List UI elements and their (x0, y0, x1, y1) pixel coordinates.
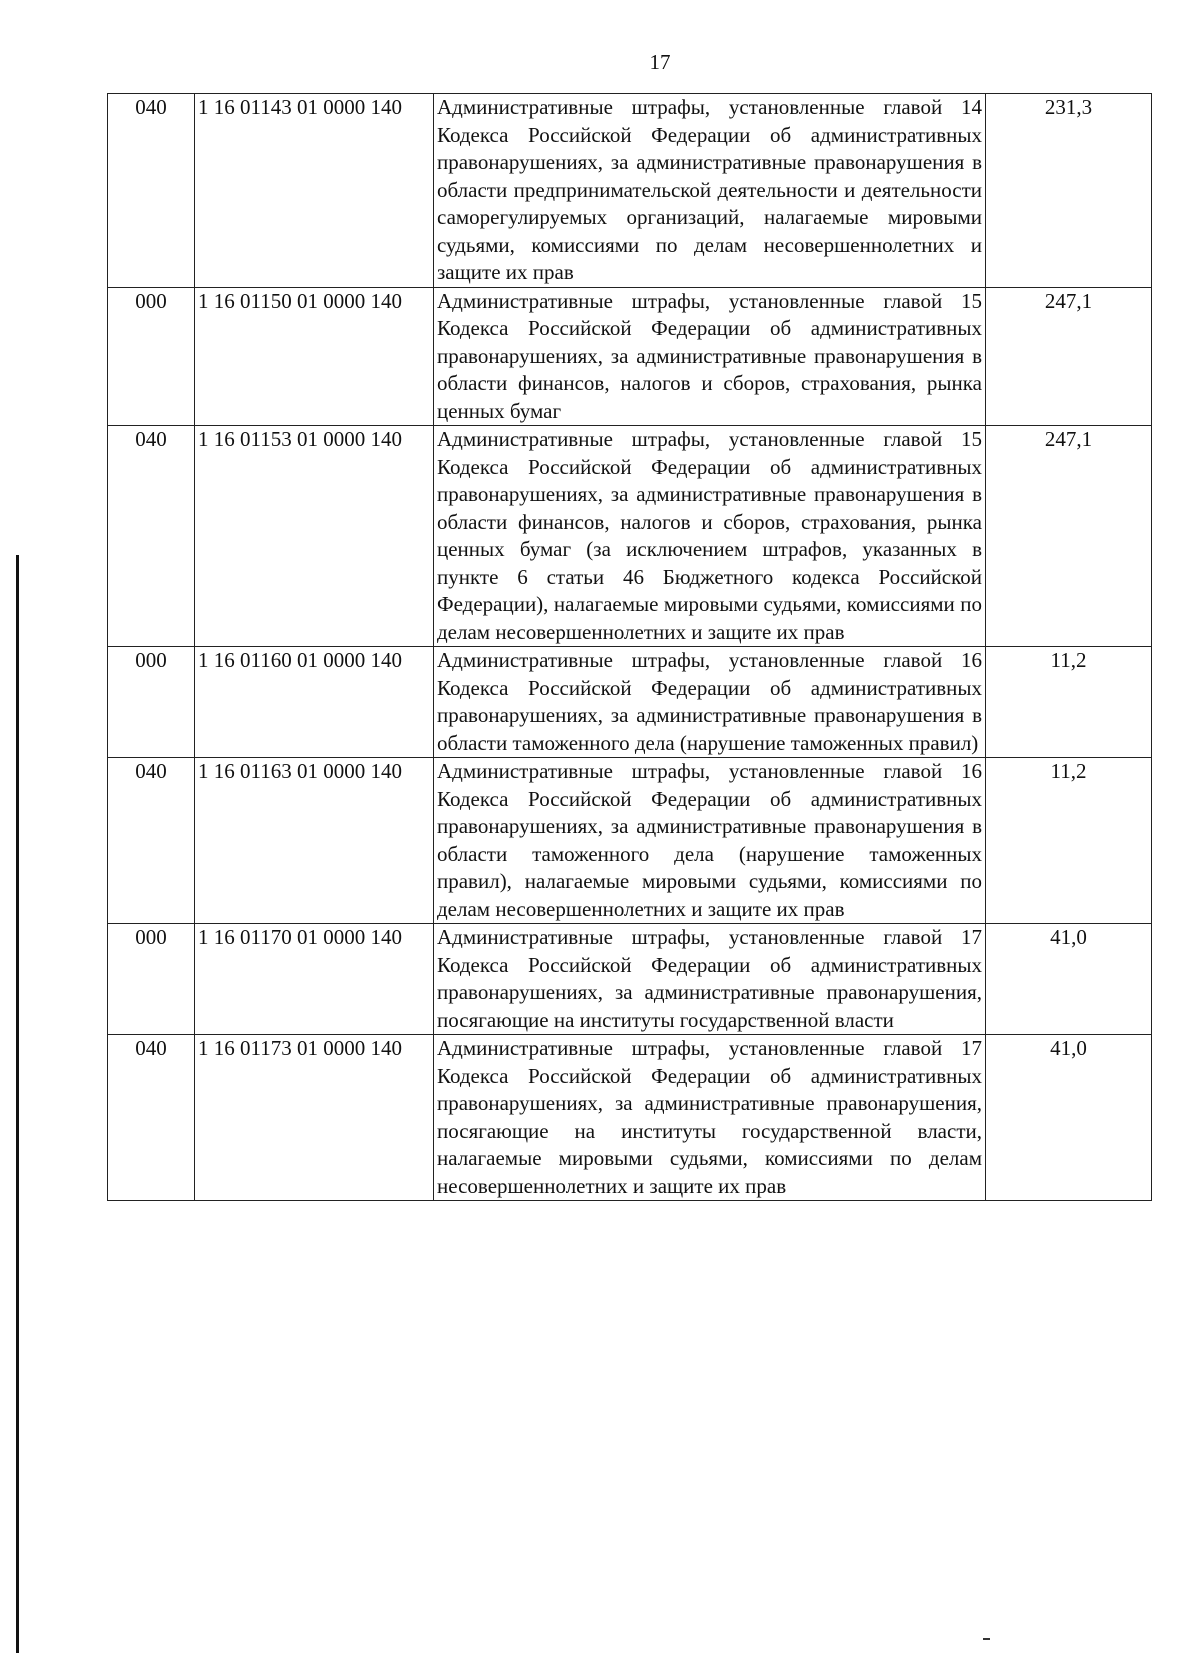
description-cell: Административные штрафы, установленные главой 15 Кодекса Российской Федерации об административных правонарушениях, за административные правонарушения в области финансов, налогов и сборов, страхования, рынка ценных бумаг (434, 287, 986, 426)
table-row (108, 94, 1152, 288)
admin-code-cell: 000 (108, 647, 195, 758)
admin-code-cell: 040 (108, 1035, 195, 1201)
amount-cell: 41,0 (986, 1035, 1152, 1201)
scan-edge-line (16, 555, 19, 1653)
kbk-code-cell: 1 16 01163 01 0000 140 (195, 758, 434, 924)
description-cell: Административные штрафы, установленные главой 16 Кодекса Российской Федерации об административных правонарушениях, за административные правонарушения в области таможенного дела (нарушение таможенных правил) (434, 647, 986, 758)
admin-code-cell: 000 (108, 924, 195, 1035)
description-cell: Административные штрафы, установленные главой 15 Кодекса Российской Федерации об административных правонарушениях, за административные правонарушения в области финансов, налогов и сборов, страхования, рынка ценных бумаг (за исключением штрафов, указанных в пункте 6 статьи 46 Бюджетного кодекса Российской Федерации), налагаемые мировыми судьями, комиссиями по делам несовершеннолетних и защите их прав (434, 426, 986, 647)
revenue-table-body (108, 94, 1152, 1201)
amount-cell: 231,3 (986, 94, 1152, 288)
revenue-table (107, 93, 1152, 1201)
admin-code-cell: 000 (108, 287, 195, 426)
admin-code-cell: 040 (108, 758, 195, 924)
kbk-code-cell: 1 16 01153 01 0000 140 (195, 426, 434, 647)
description-cell: Административные штрафы, установленные главой 16 Кодекса Российской Федерации об административных правонарушениях, за административные правонарушения в области таможенного дела (нарушение таможенных правил), налагаемые мировыми судьями, комиссиями по делам несовершеннолетних и защите их прав (434, 758, 986, 924)
table-row (108, 924, 1152, 1035)
kbk-code-cell: 1 16 01160 01 0000 140 (195, 647, 434, 758)
table-row (108, 647, 1152, 758)
amount-cell: 41,0 (986, 924, 1152, 1035)
page-number: 17 (649, 50, 671, 74)
description-cell: Административные штрафы, установленные главой 17 Кодекса Российской Федерации об административных правонарушениях, за административные правонарушения, посягающие на институты государственной власти (434, 924, 986, 1035)
admin-code-cell: 040 (108, 94, 195, 288)
table-row (108, 287, 1152, 426)
description-cell: Административные штрафы, установленные главой 17 Кодекса Российской Федерации об административных правонарушениях, за административные правонарушения, посягающие на институты государственной власти, налагаемые мировыми судьями, комиссиями по делам несовершеннолетних и защите их прав (434, 1035, 986, 1201)
kbk-code-cell: 1 16 01143 01 0000 140 (195, 94, 434, 288)
description-cell: Административные штрафы, установленные главой 14 Кодекса Российской Федерации об административных правонарушениях, за административные правонарушения в области предпринимательской деятельности и деятельности саморегулируемых организаций, налагаемые мировыми судьями, комиссиями по делам несовершеннолетних и защите их прав (434, 94, 986, 288)
kbk-code-cell: 1 16 01173 01 0000 140 (195, 1035, 434, 1201)
table-row (108, 426, 1152, 647)
amount-cell: 11,2 (986, 758, 1152, 924)
table-row (108, 758, 1152, 924)
amount-cell: 247,1 (986, 426, 1152, 647)
amount-cell: 247,1 (986, 287, 1152, 426)
kbk-code-cell: 1 16 01150 01 0000 140 (195, 287, 434, 426)
admin-code-cell: 040 (108, 426, 195, 647)
scan-mark (983, 1638, 990, 1640)
table-row (108, 1035, 1152, 1201)
amount-cell: 11,2 (986, 647, 1152, 758)
kbk-code-cell: 1 16 01170 01 0000 140 (195, 924, 434, 1035)
